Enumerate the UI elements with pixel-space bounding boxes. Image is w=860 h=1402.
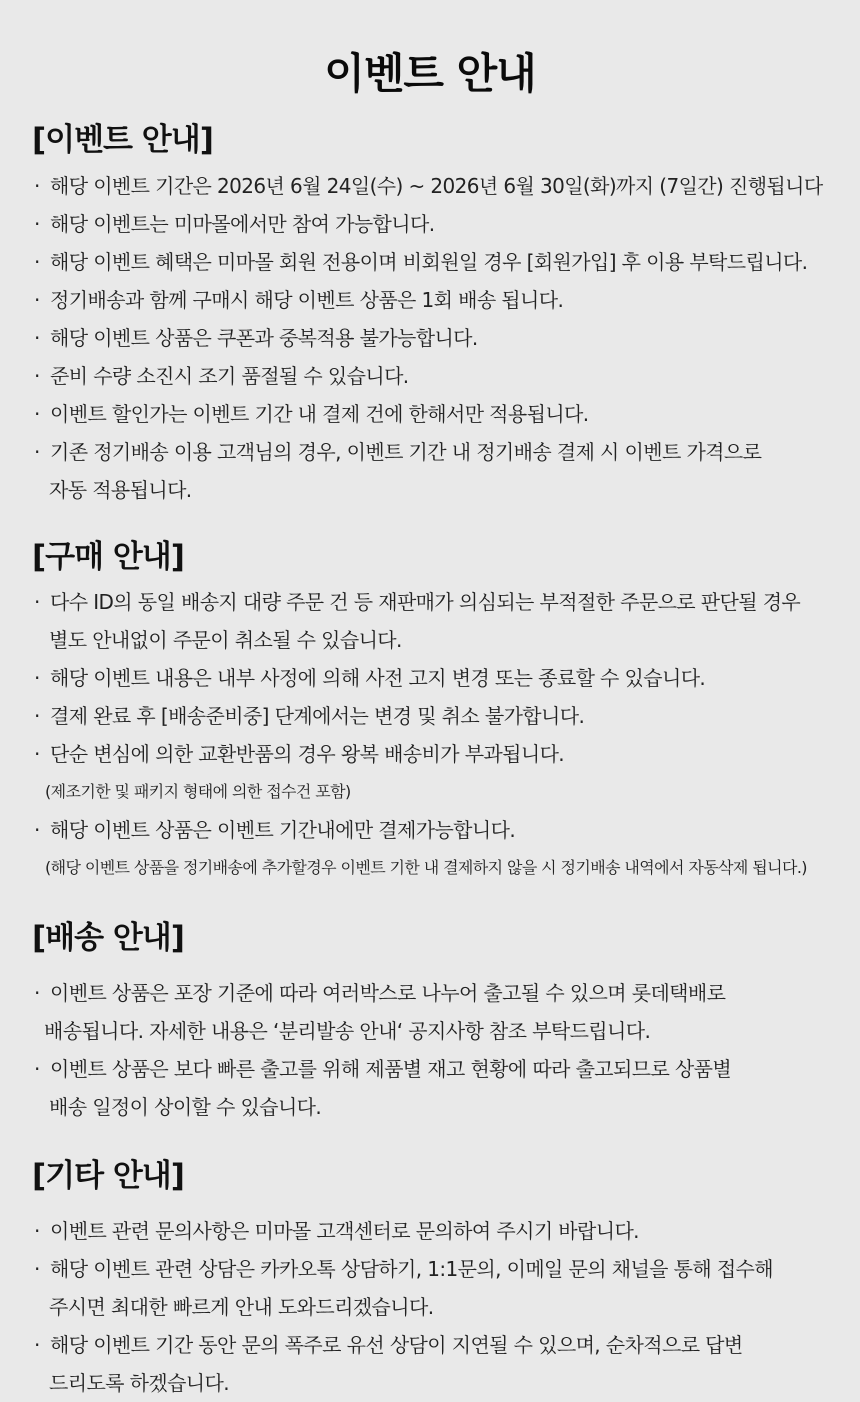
list-item-text: 해당 이벤트는 미마몰에서만 참여 가능합니다. (50, 212, 435, 236)
bullet-dot-icon: · (34, 364, 40, 388)
list-item (32, 281, 852, 319)
list-item (32, 1212, 852, 1250)
list-item (32, 1326, 852, 1364)
list-item (32, 205, 852, 243)
list-item (32, 1050, 852, 1088)
list-item-note: (제조기한 및 패키지 형태에 의한 접수건 포함) (45, 782, 351, 801)
list-item-text: 정기배송과 함께 구매시 해당 이벤트 상품은 1회 배송 됩니다. (50, 288, 564, 312)
list-item-continuation: 자동 적용됩니다. (49, 478, 192, 502)
bullet-dot-icon: · (34, 590, 40, 614)
purchase-info-list (32, 583, 852, 887)
bullet-dot-icon: · (34, 704, 40, 728)
list-item-text: 해당 이벤트 상품은 이벤트 기간내에만 결제가능합니다. (50, 818, 516, 842)
bullet-dot-icon: · (34, 402, 40, 426)
bullet-dot-icon: · (34, 666, 40, 690)
list-item-text: 이벤트 관련 문의사항은 미마몰 고객센터로 문의하여 주시기 바랍니다. (50, 1219, 639, 1243)
list-item (32, 659, 852, 697)
list-item-text: 해당 이벤트 관련 상담은 카카오톡 상담하기, 1:1문의, 이메일 문의 채널을 통해 접수해 (50, 1257, 773, 1281)
section-purchase-info (32, 537, 852, 887)
list-item-text: 이벤트 상품은 보다 빠른 출고를 위해 제품별 재고 현황에 따라 출고되므로 상품별 (50, 1057, 732, 1081)
bullet-dot-icon: · (34, 742, 40, 766)
bullet-dot-icon: · (34, 1333, 40, 1357)
bullet-dot-icon: · (34, 981, 40, 1005)
list-item (32, 811, 852, 849)
list-item (32, 243, 852, 281)
list-item-text: 기존 정기배송 이용 고객님의 경우, 이벤트 기간 내 정기배송 결제 시 이벤트 가격으로 (50, 440, 762, 464)
bullet-dot-icon: · (34, 1219, 40, 1243)
list-item-continuation: 별도 안내없이 주문이 취소될 수 있습니다. (49, 628, 402, 652)
list-item-continuation: 드리도록 하겠습니다. (49, 1371, 229, 1395)
list-item-continuation: 배송됩니다. 자세한 내용은 ‘분리발송 안내‘ 공지사항 참조 부탁드립니다. (44, 1019, 651, 1043)
list-item-text: 해당 이벤트 혜택은 미마몰 회원 전용이며 비회원일 경우 [회원가입] 후 이용 부탁드립니다. (50, 250, 808, 274)
list-item (32, 735, 852, 773)
list-item-continuation: 주시면 최대한 빠르게 안내 도와드리겠습니다. (49, 1295, 434, 1319)
section-delivery-info (32, 918, 852, 1126)
bullet-dot-icon: · (34, 1257, 40, 1281)
bullet-dot-icon: · (34, 818, 40, 842)
etc-info-list (32, 1212, 852, 1402)
list-item-continuation: 배송 일정이 상이할 수 있습니다. (49, 1095, 322, 1119)
delivery-info-list (32, 974, 852, 1126)
list-item-text: 이벤트 할인가는 이벤트 기간 내 결제 건에 한해서만 적용됩니다. (50, 402, 589, 426)
list-item-text: 해당 이벤트 기간은 2026년 6월 24일(수) ~ 2026년 6월 30일(화)까지 (7일간) 진행됩니다 (50, 174, 823, 198)
list-item-text: 결제 완료 후 [배송준비중] 단계에서는 변경 및 취소 불가합니다. (50, 704, 585, 728)
list-item-text: 준비 수량 소진시 조기 품절될 수 있습니다. (50, 364, 409, 388)
list-item (32, 357, 852, 395)
list-item-note: (해당 이벤트 상품을 정기배송에 추가할경우 이벤트 기한 내 결제하지 않을 시 정기배송 내역에서 자동삭제 됩니다.) (45, 858, 807, 877)
list-item (32, 974, 852, 1012)
list-item-text: 해당 이벤트 기간 동안 문의 폭주로 유선 상담이 지연될 수 있으며, 순차적으로 답변 (50, 1333, 743, 1357)
list-item (32, 395, 852, 433)
bullet-dot-icon: · (34, 440, 40, 464)
section-heading: [배송 안내] (32, 920, 184, 956)
bullet-dot-icon: · (34, 212, 40, 236)
list-item (32, 1250, 852, 1288)
list-item-text: 이벤트 상품은 포장 기준에 따라 여러박스로 나누어 출고될 수 있으며 롯데택배로 (50, 981, 726, 1005)
list-item-text: 해당 이벤트 상품은 쿠폰과 중복적용 불가능합니다. (50, 326, 478, 350)
bullet-dot-icon: · (34, 1057, 40, 1081)
list-item (32, 167, 852, 205)
list-item (32, 583, 852, 621)
event-info-list (32, 167, 852, 509)
list-item-text: 단순 변심에 의한 교환반품의 경우 왕복 배송비가 부과됩니다. (50, 742, 565, 766)
list-item (32, 697, 852, 735)
list-item (32, 319, 852, 357)
page-title: 이벤트 안내 (324, 49, 536, 98)
bullet-dot-icon: · (34, 174, 40, 198)
section-heading: [구매 안내] (32, 539, 184, 575)
bullet-dot-icon: · (34, 288, 40, 312)
section-heading: [이벤트 안내] (32, 122, 213, 158)
list-item (32, 433, 852, 471)
bullet-dot-icon: · (34, 250, 40, 274)
section-heading: [기타 안내] (32, 1158, 184, 1194)
bullet-dot-icon: · (34, 326, 40, 350)
section-event-info (32, 120, 852, 509)
list-item-text: 다수 ID의 동일 배송지 대량 주문 건 등 재판매가 의심되는 부적절한 주문으로 판단될 경우 (50, 590, 801, 614)
list-item-text: 해당 이벤트 내용은 내부 사정에 의해 사전 고지 변경 또는 종료할 수 있습니다. (50, 666, 706, 690)
section-etc-info (32, 1156, 852, 1402)
